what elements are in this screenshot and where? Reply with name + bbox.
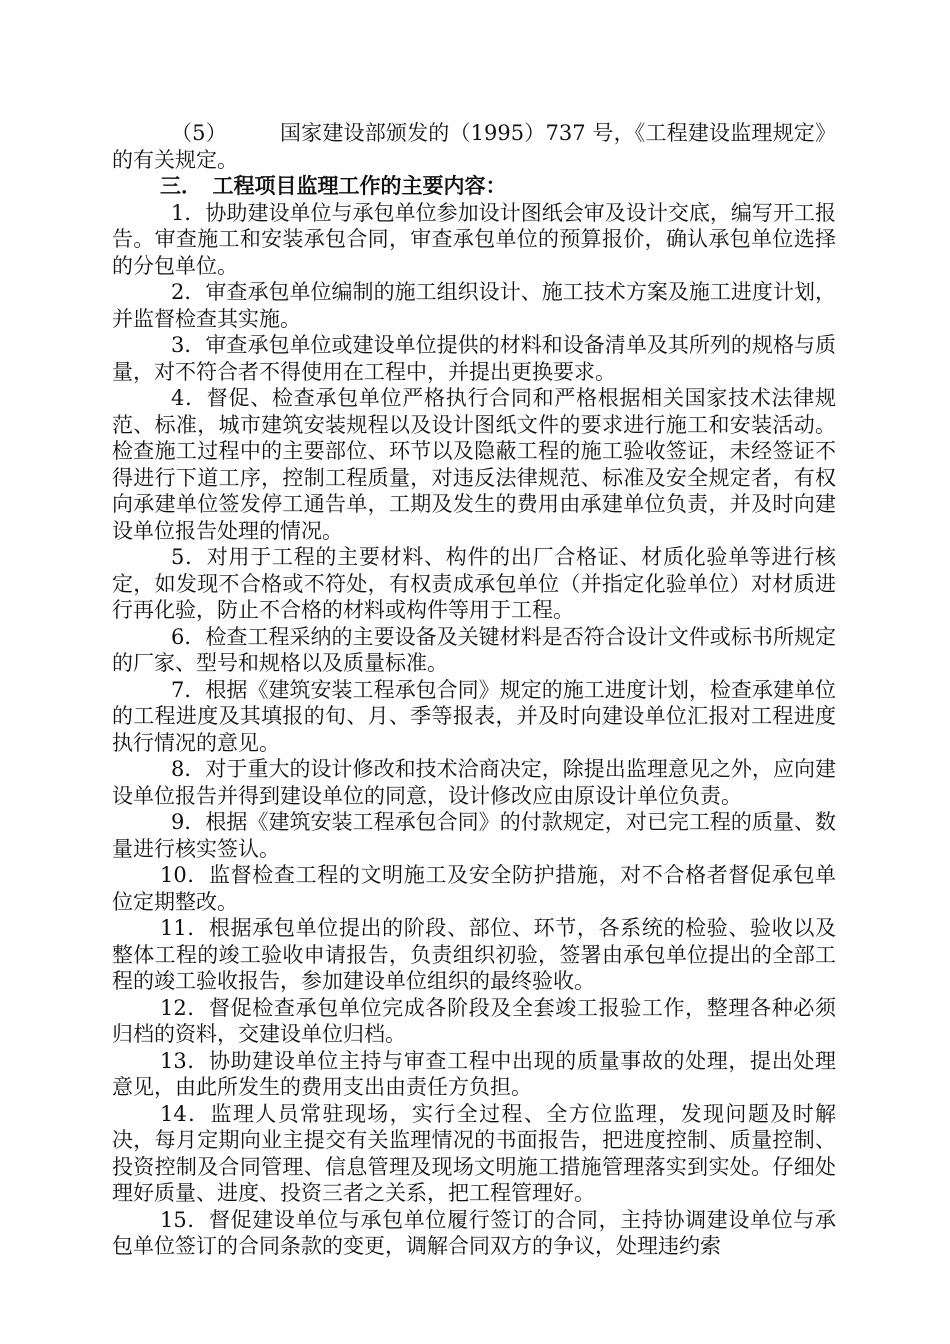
list-item: 1．协助建设单位与承包单位参加设计图纸会审及设计交底，编写开工报告。审查施工和安装承包合同，审查承包单位的预算报价，确认承包单位选择的分包单位。 (112, 200, 836, 278)
list-item: 7．根据《建筑安装工程承包合同》规定的施工进度计划，检查承建单位的工程进度及其填报的旬、月、季等报表，并及时向建设单位汇报对工程进度执行情况的意见。 (112, 677, 836, 755)
list-item: 11．根据承包单位提出的阶段、部位、环节，各系统的检验、验收以及整体工程的竣工验收申请报告，负责组织初验，签署由承包单位提出的全部工程的竣工验收报告，参加建设单位组织的最终验收。 (112, 916, 836, 993)
document-page (112, 120, 836, 1260)
section-heading: 三． 工程项目监理工作的主要内容： (160, 173, 507, 198)
list-item: 4．督促、检查承包单位严格执行合同和严格根据相关国家技术法律规范、标准，城市建筑安装规程以及设计图纸文件的要求进行施工和安装活动。检查施工过程中的主要部位、环节以及隐蔽工程的施工验收签证，未经签证不得进行下道工序，控制工程质量，对违反法律规范、标准及安全规定者，有权向承建单位签发停工通告单，工期及发生的费用由承建单位负责，并及时向建设单位报告处理的情况。 (112, 386, 836, 543)
list-item: 13．协助建设单位主持与审查工程中出现的质量事故的处理，提出处理意见，由此所发生的费用支出由责任方负担。 (112, 1048, 836, 1099)
list-item: 5．对用于工程的主要材料、构件的出厂合格证、材质化验单等进行核定，如发现不合格或不符处，有权责成承包单位（并指定化验单位）对材质进行再化验，防止不合格的材料或构件等用于工程。 (112, 545, 836, 622)
list-item: 9．根据《建筑安装工程承包合同》的付款规定，对已完工程的质量、数量进行核实签认。 (112, 810, 836, 861)
list-item: 6．检查工程采纳的主要设备及关键材料是否符合设计文件或标书所规定的厂家、型号和规格以及质量标准。 (112, 624, 836, 675)
list-item: 10．监督检查工程的文明施工及安全防护措施，对不合格者督促承包单位定期整改。 (112, 863, 836, 914)
list-item: 15．督促建设单位与承包单位履行签订的合同，主持协调建设单位与承包单位签订的合同条款的变更，调解合同双方的争议，处理违约索 (112, 1207, 836, 1258)
list-item: 2．审查承包单位编制的施工组织设计、施工技术方案及施工进度计划，并监督检查其实施。 (112, 280, 836, 331)
list-item: 8．对于重大的设计修改和技术洽商决定，除提出监理意见之外，应向建设单位报告并得到建设单位的同意，设计修改应由原设计单位负责。 (112, 757, 836, 808)
list-item: 12．督促检查承包单位完成各阶段及全套竣工报验工作，整理各种必须归档的资料，交建设单位归档。 (112, 995, 836, 1046)
list-item: 3．审查承包单位或建设单位提供的材料和设备清单及其所列的规格与质量，对不符合者不得使用在工程中，并提出更换要求。 (112, 333, 836, 384)
list-item: 14．监理人员常驻现场，实行全过程、全方位监理，发现问题及时解决，每月定期向业主提交有关监理情况的书面报告，把进度控制、质量控制、投资控制及合同管理、信息管理及现场文明施工措施管理落实到实处。仔细处理好质量、进度、投资三者之关系，把工程管理好。 (112, 1101, 836, 1205)
intro-paragraph: （5） 国家建设部颁发的（1995）737 号，《工程建设监理规定》的有关规定。 (112, 121, 836, 172)
